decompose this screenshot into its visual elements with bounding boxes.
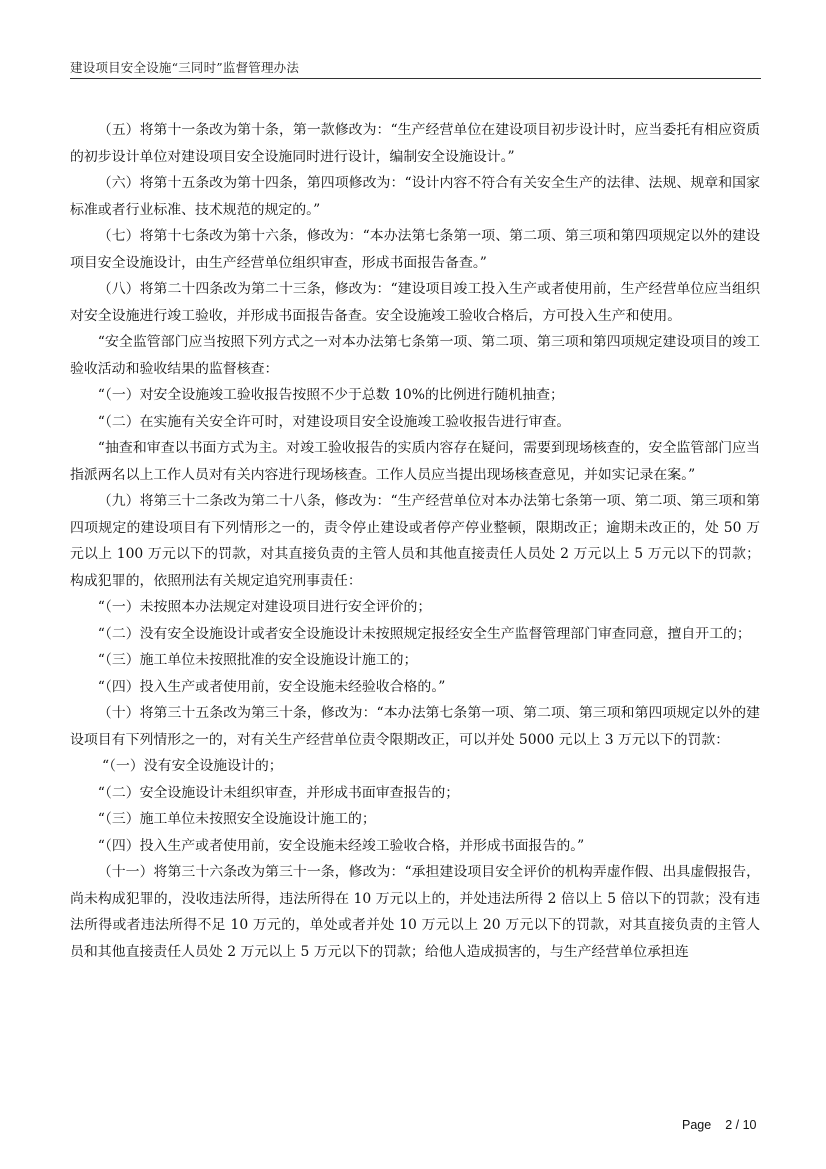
paragraph: （五）将第十一条改为第十条，第一款修改为：“生产经营单位在建设项目初步设计时，应当委托有相应资质的初步设计单位对建设项目安全设施同时进行设计，编制安全设施设计。” <box>70 122 760 165</box>
paragraph: “抽查和审查以书面方式为主。对竣工验收报告的实质内容存在疑问，需要到现场核查的，安全监管部门应当指派两名以上工作人员对有关内容进行现场核查。工作人员应当提出现场核查意见，并如实记录在案。” <box>70 440 760 483</box>
document-body <box>70 117 760 965</box>
paragraph: （七）将第十七条改为第十六条，修改为：“本办法第七条第一项、第二项、第三项和第四项规定以外的建设项目安全设施设计，由生产经营单位组织审查，形成书面报告备查。” <box>70 228 760 271</box>
page-footer <box>682 1118 756 1132</box>
paragraph: “（四）投入生产或者使用前，安全设施未经竣工验收合格，并形成书面报告的。” <box>97 837 585 854</box>
paragraph: “（二）没有安全设施设计或者安全设施设计未按照规定报经安全生产监督管理部门审查同意，擅自开工的； <box>97 625 751 642</box>
page-label: Page <box>682 1118 712 1132</box>
paragraph: （十）将第三十五条改为第三十条，修改为：“本办法第七条第一项、第二项、第三项和第四项规定以外的建设项目有下列情形之一的，对有关生产经营单位责令限期改正，可以并处 5000 元以上 3 万元以下的罚款： <box>70 705 760 748</box>
paragraph: （六）将第十五条改为第十四条，第四项修改为：“设计内容不符合有关安全生产的法律、法规、规章和国家标准或者行业标准、技术规范的规定的。” <box>70 175 760 218</box>
paragraph: “（一）没有安全设施设计的； <box>101 758 283 774</box>
paragraph: （九）将第三十二条改为第二十八条，修改为：“生产经营单位对本办法第七条第一项、第二项、第三项和第四项规定的建设项目有下列情形之一的，责令停止建设或者停产停业整顿，限期改正；逾期未改正的，处 50 万元以上 100 万元以下的罚款，对其直接负责的主管人员和其他直接责任人员处 2 万元以上 5 万元以下的罚款；构成犯罪的，依照刑法有关规定追究刑事责任： <box>70 493 760 589</box>
paragraph: “（四）投入生产或者使用前，安全设施未经验收合格的。” <box>97 678 446 695</box>
paragraph: （十一）将第三十六条改为第三十一条，修改为：“承担建设项目安全评价的机构弄虚作假、出具虚假报告，尚未构成犯罪的，没收违法所得，违法所得在 10 万元以上的，并处违法所得 2 倍以上 5 倍以下的罚款；没有违法所得或者违法所得不足 10 万元的，单处或者并处 10 万元以上 20 万元以下的罚款，对其直接负责的主管人员和其他直接责任人员处 2 万元以上 5 万元以下的罚款；给他人造成损害的，与生产经营单位承担连 <box>70 864 760 960</box>
paragraph: “（三）施工单位未按照批准的安全设施设计施工的； <box>97 652 418 668</box>
paragraph: “安全监管部门应当按照下列方式之一对本办法第七条第一项、第二项、第三项和第四项规定建设项目的竣工验收活动和验收结果的监督核查： <box>70 334 760 377</box>
paragraph: “（一）未按照本办法规定对建设项目进行安全评价的； <box>97 599 432 615</box>
paragraph: “（一）对安全设施竣工验收报告按照不少于总数 10%的比例进行随机抽查； <box>97 387 564 403</box>
paragraph: “（二）安全设施设计未组织审查，并形成书面审查报告的； <box>97 784 460 801</box>
paragraph: “（三）施工单位未按照安全设施设计施工的； <box>97 811 376 827</box>
paragraph: “（二）在实施有关安全许可时，对建设项目安全设施竣工验收报告进行审查。 <box>97 413 571 430</box>
running-header: 建设项目安全设施“三同时”监督管理办法 <box>70 60 300 75</box>
page-number: 2 / 10 <box>725 1118 757 1132</box>
header-divider <box>70 78 761 79</box>
paragraph: （八）将第二十四条改为第二十三条，修改为：“建设项目竣工投入生产或者使用前，生产经营单位应当组织对安全设施进行竣工验收，并形成书面报告备查。安全设施竣工验收合格后，方可投入生产和使用。 <box>70 281 760 324</box>
